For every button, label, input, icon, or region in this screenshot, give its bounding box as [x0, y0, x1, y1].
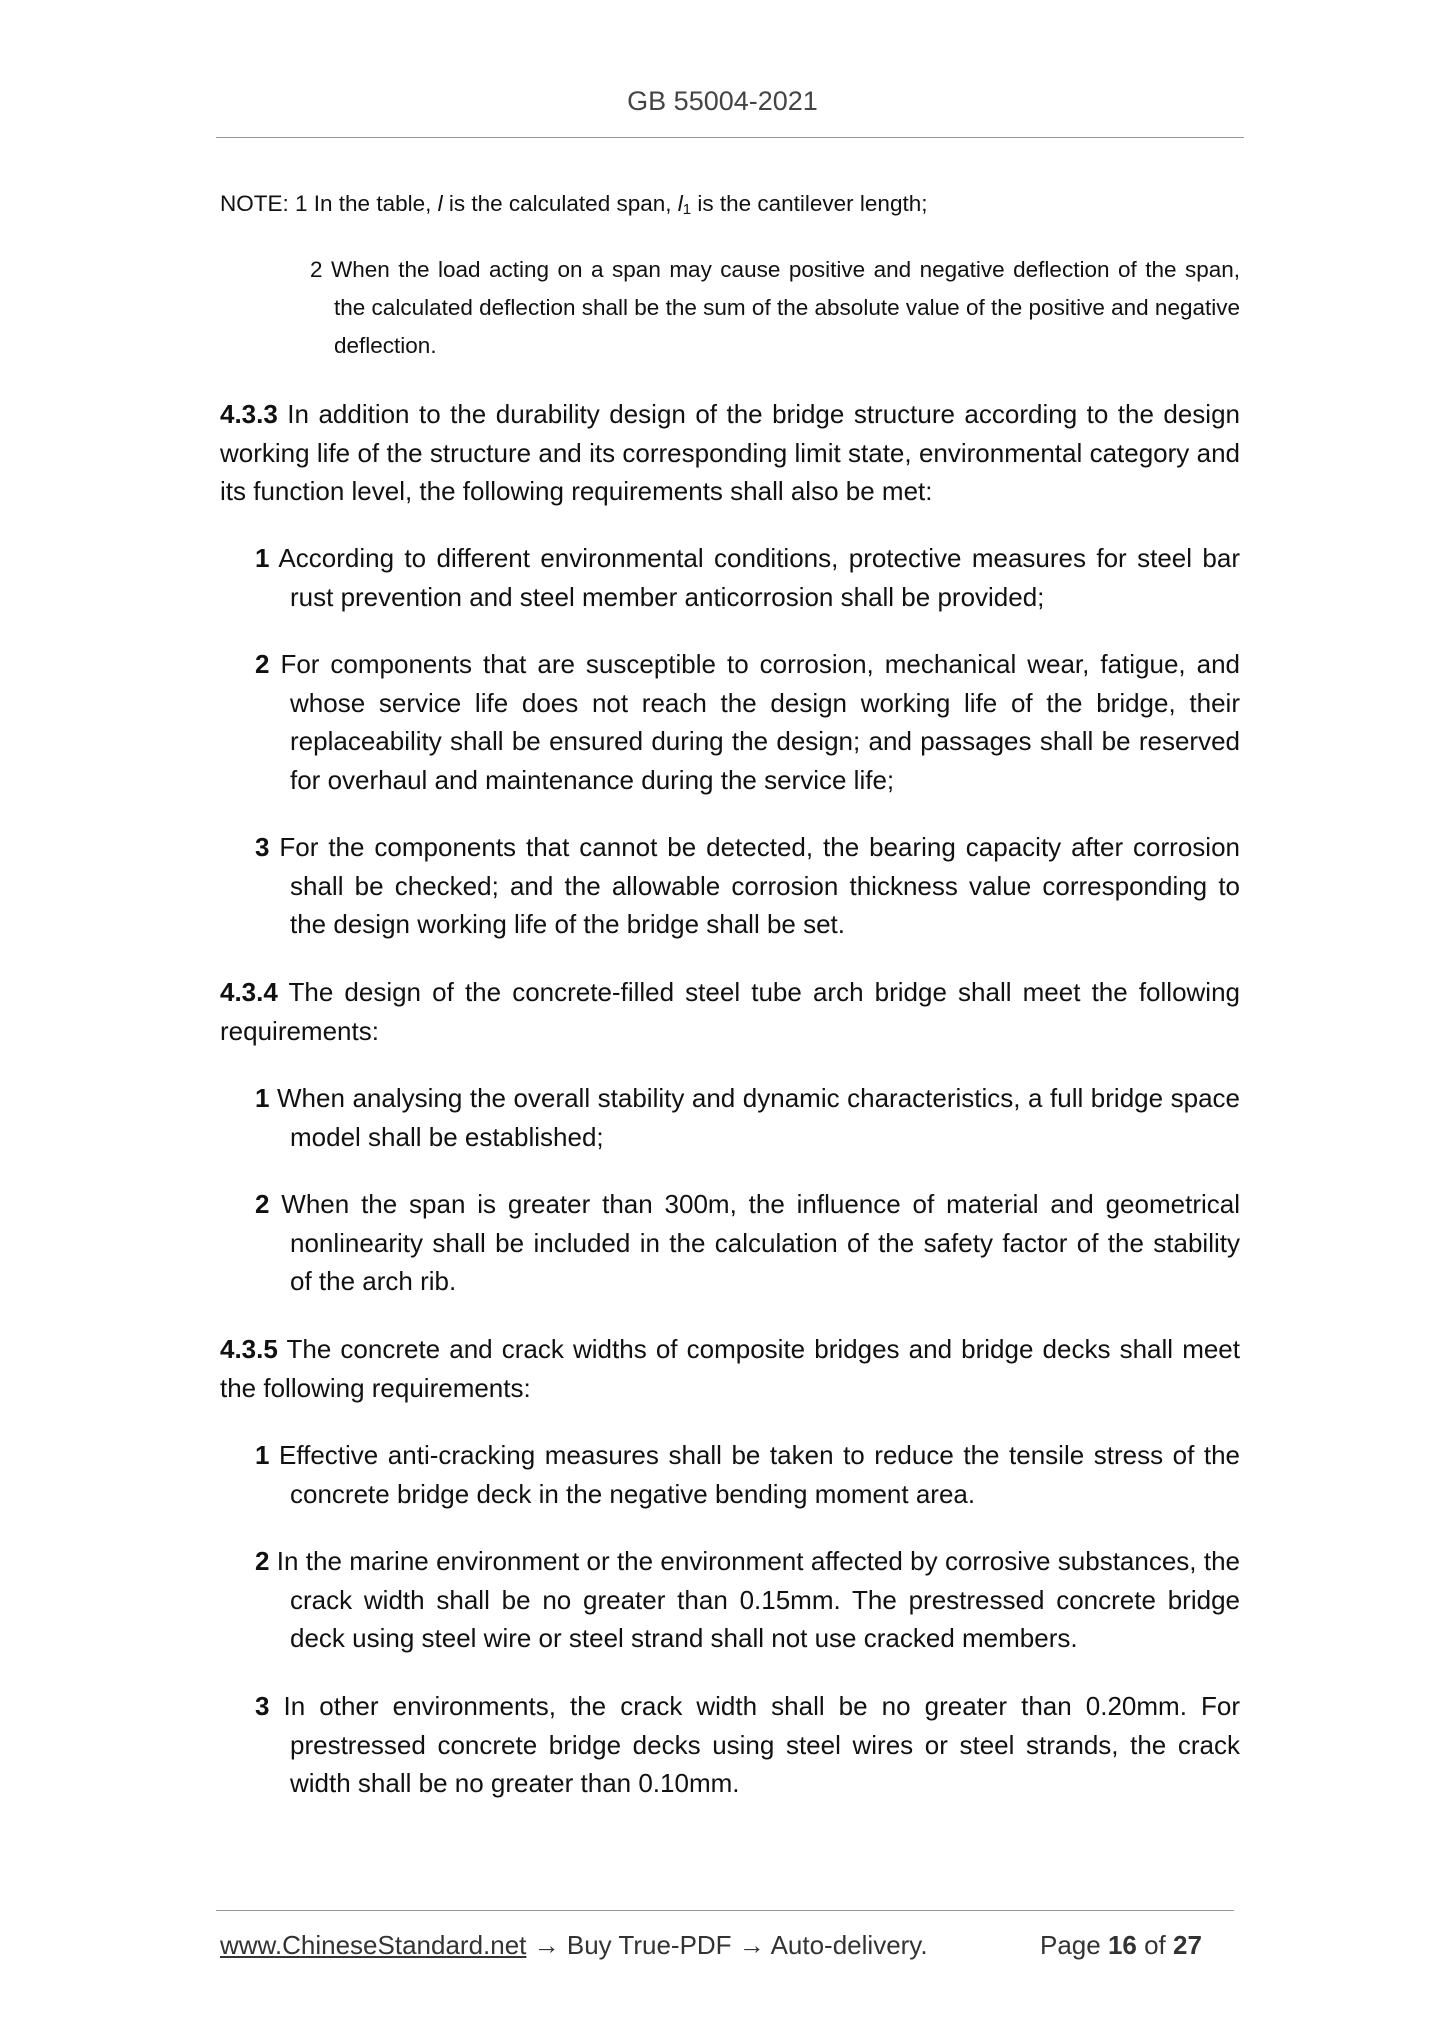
item-text: When the span is greater than 300m, the influence of material and geometrical nonlinearity shall be included in the calculation of the safety factor of the stability of the arch rib.	[269, 1189, 1240, 1296]
item-number: 2	[255, 1546, 270, 1576]
clause-text: The design of the concrete-filled steel tube arch bridge shall meet the following requirements:	[220, 977, 1240, 1046]
clause-4-3-4-item-1	[255, 1079, 1240, 1156]
note-var-l: l	[437, 191, 443, 216]
clause-4-3-5	[220, 1330, 1240, 1407]
table-note-1	[220, 188, 927, 220]
note-var-l1: l	[677, 191, 683, 216]
note-mid1: is the calculated span,	[442, 191, 678, 216]
item-number: 2	[255, 649, 270, 679]
clause-text: The concrete and crack widths of composite bridges and bridge decks shall meet the following requirements:	[220, 1334, 1240, 1403]
page-label: Page	[1040, 1930, 1108, 1960]
document-header: GB 55004-2021	[627, 86, 818, 116]
clause-4-3-3-item-1	[255, 539, 1240, 616]
item-text: In the marine environment or the environment affected by corrosive substances, the crack width shall be no greater than 0.15mm. The prestressed concrete bridge deck using steel wire or steel strand shall not use cracked members.	[269, 1546, 1240, 1653]
clause-4-3-5-item-1	[255, 1436, 1240, 1513]
note-mid2: is the cantilever length;	[691, 191, 928, 216]
footer-divider	[216, 1910, 1234, 1911]
footer-promo-text: → Buy True-PDF → Auto-delivery.	[526, 1930, 928, 1960]
clause-4-3-3-item-3	[255, 828, 1240, 944]
item-text: For components that are susceptible to corrosion, mechanical wear, fatigue, and whose service life does not reach the design working life of the bridge, their replaceability shall be ensured during the design; and passages shall be reserved for overhaul and maintenance during the service life;	[269, 649, 1240, 795]
item-text: In other environments, the crack width shall be no greater than 0.20mm. For prestressed concrete bridge decks using steel wires or steel strands, the crack width shall be no greater than 0.10mm.	[269, 1691, 1240, 1798]
item-number: 1	[255, 1440, 270, 1470]
clause-4-3-5-item-3	[255, 1687, 1240, 1803]
page-current: 16	[1107, 1930, 1137, 1960]
page-of-label: of	[1136, 1930, 1174, 1960]
item-number: 1	[255, 543, 270, 573]
item-number: 2	[255, 1189, 270, 1219]
item-number: 1	[255, 1083, 270, 1113]
clause-number: 4.3.5	[220, 1334, 278, 1364]
clause-4-3-4	[220, 973, 1240, 1050]
item-text: Effective anti-cracking measures shall be taken to reduce the tensile stress of the concrete bridge deck in the negative bending moment area.	[269, 1440, 1240, 1509]
item-number: 3	[255, 1691, 270, 1721]
clause-4-3-4-item-2	[255, 1185, 1240, 1301]
clause-number: 4.3.4	[220, 977, 278, 1007]
footer-promo	[220, 1930, 928, 1961]
clause-number: 4.3.3	[220, 399, 278, 429]
note-prefix: NOTE: 1 In the table,	[220, 191, 438, 216]
header-divider	[216, 137, 1244, 138]
clause-4-3-3	[220, 395, 1240, 511]
website-link[interactable]: www.ChineseStandard.net	[220, 1930, 527, 1960]
page-indicator	[1040, 1930, 1202, 1961]
table-note-2: 2 When the load acting on a span may cause positive and negative deflection of the span, the calculated deflection shall be the sum of the absolute value of the positive and negative deflection.	[310, 257, 1240, 358]
clause-4-3-5-item-2	[255, 1542, 1240, 1658]
item-number: 3	[255, 832, 270, 862]
clause-4-3-3-item-2	[255, 645, 1240, 799]
item-text: According to different environmental conditions, protective measures for steel bar rust prevention and steel member anticorrosion shall be provided;	[269, 543, 1240, 612]
item-text: When analysing the overall stability and dynamic characteristics, a full bridge space model shall be established;	[269, 1083, 1240, 1152]
item-text: For the components that cannot be detected, the bearing capacity after corrosion shall be checked; and the allowable corrosion thickness value corresponding to the design working life of the bridge shall be set.	[269, 832, 1240, 939]
note-subscript-1: 1	[682, 201, 692, 218]
page-total: 27	[1173, 1930, 1202, 1960]
clause-text: In addition to the durability design of the bridge structure according to the design working life of the structure and its corresponding limit state, environmental category and its function level, the following requirements shall also be met:	[220, 399, 1240, 506]
